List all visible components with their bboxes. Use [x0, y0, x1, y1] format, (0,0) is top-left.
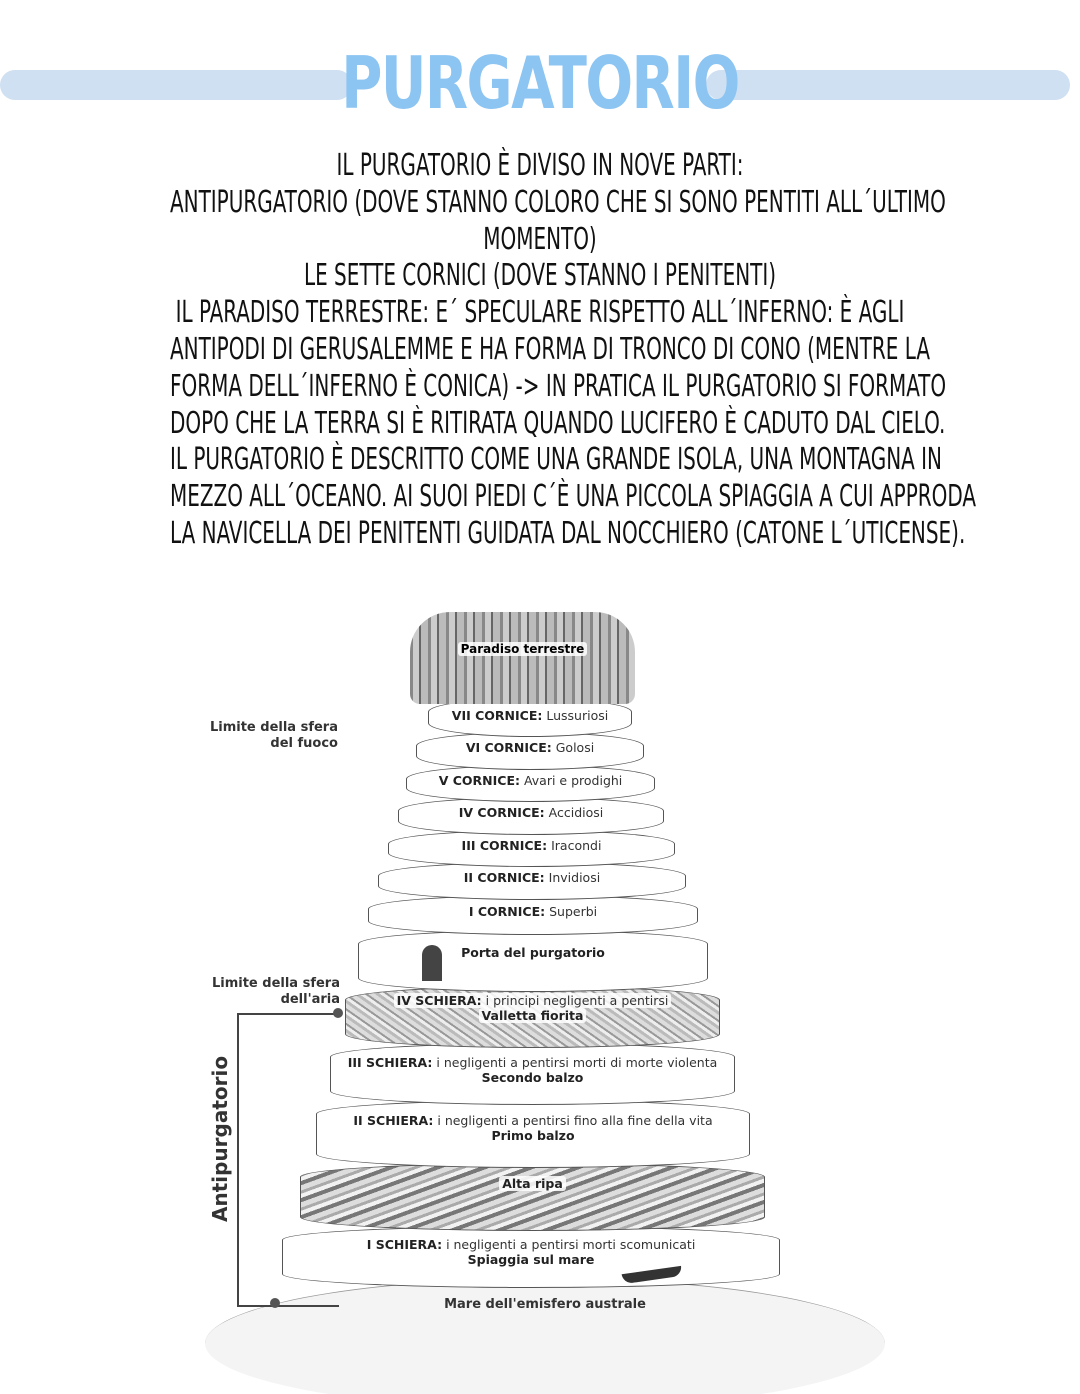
- tier-cornice-iv: IV CORNICE: Accidiosi: [398, 797, 664, 835]
- page-title: PURGATORIO: [341, 41, 739, 125]
- body-line: LE SETTE CORNICI (DOVE STANNO I PENITENTI): [303, 258, 777, 294]
- tier-iii-schiera: III SCHIERA: i negligenti a pentirsi morti di morte violenta Secondo balzo: [330, 1043, 735, 1105]
- limite-fuoco-label: Limite della sfera del fuoco: [209, 720, 338, 751]
- tier-i-schiera: I SCHIERA: i negligenti a pentirsi morti scomunicati Spiaggia sul mare: [282, 1226, 780, 1288]
- tier-alta-ripa: Alta ripa: [300, 1163, 765, 1231]
- tier-cornice-vii: VII CORNICE: Lussuriosi: [428, 698, 632, 737]
- antipurgatorio-bracket: [237, 1013, 339, 1307]
- body-line: ANTIPODI DI GERUSALEMME E HA FORMA DI TRONCO DI CONO (MENTRE LA: [170, 331, 931, 367]
- tier-porta: Porta del purgatorio: [358, 930, 708, 992]
- bracket-dot: [333, 1008, 343, 1018]
- body-line: FORMA DELL´INFERNO È CONICA) -> IN PRATICA IL PURGATORIO SI FORMATO: [170, 368, 947, 404]
- limite-aria-label: Limite della sfera dell'aria: [211, 976, 340, 1007]
- body-line: LA NAVICELLA DEI PENITENTI GUIDATA DAL NOCCHIERO (CATONE L´UTICENSE).: [170, 515, 966, 551]
- body-line: IL PURGATORIO È DESCRITTO COME UNA GRANDE ISOLA, UNA MONTAGNA IN: [170, 442, 942, 478]
- door-icon: [422, 945, 442, 981]
- tier-cornice-iii: III CORNICE: Iracondi: [388, 830, 675, 867]
- body-line: ANTIPURGATORIO (DOVE STANNO COLORO CHE SI SONO PENTITI ALL´ULTIMO: [170, 184, 946, 220]
- antipurgatorio-label: Antipurgatorio: [208, 1055, 232, 1222]
- tier-cornice-i: I CORNICE: Superbi: [368, 895, 698, 935]
- body-line: IL PURGATORIO È DIVISO IN NOVE PARTI:: [336, 148, 744, 183]
- body-line: IL PARADISO TERRESTRE: E´ SPECULARE RISPETTO ALL´INFERNO: È AGLI: [175, 295, 905, 331]
- body-text: [40, 148, 1040, 553]
- body-line: MOMENTO): [483, 221, 597, 257]
- bracket-dot: [270, 1298, 280, 1308]
- paradiso-trees: [410, 612, 635, 704]
- tier-cornice-vi: VI CORNICE: Golosi: [416, 732, 644, 770]
- paradiso-label: Paradiso terrestre: [458, 642, 588, 656]
- tier-iv-schiera: IV SCHIERA: i principi negligenti a pentirsi Valletta fiorita: [345, 986, 720, 1048]
- sea-label: Mare dell'emisfero australe: [444, 1297, 646, 1312]
- body-line: MEZZO ALL´OCEANO. AI SUOI PIEDI C´È UNA PICCOLA SPIAGGIA A CUI APPRODA: [170, 479, 976, 515]
- tier-cornice-v: V CORNICE: Avari e prodighi: [406, 765, 655, 802]
- tier-cornice-ii: II CORNICE: Invidiosi: [378, 862, 686, 900]
- body-line: DOPO CHE LA TERRA SI È RITIRATA QUANDO LUCIFERO È CADUTO DAL CIELO.: [170, 405, 946, 441]
- tier-ii-schiera: II SCHIERA: i negligenti a pentirsi fino alla fine della vita Primo balzo: [316, 1100, 750, 1168]
